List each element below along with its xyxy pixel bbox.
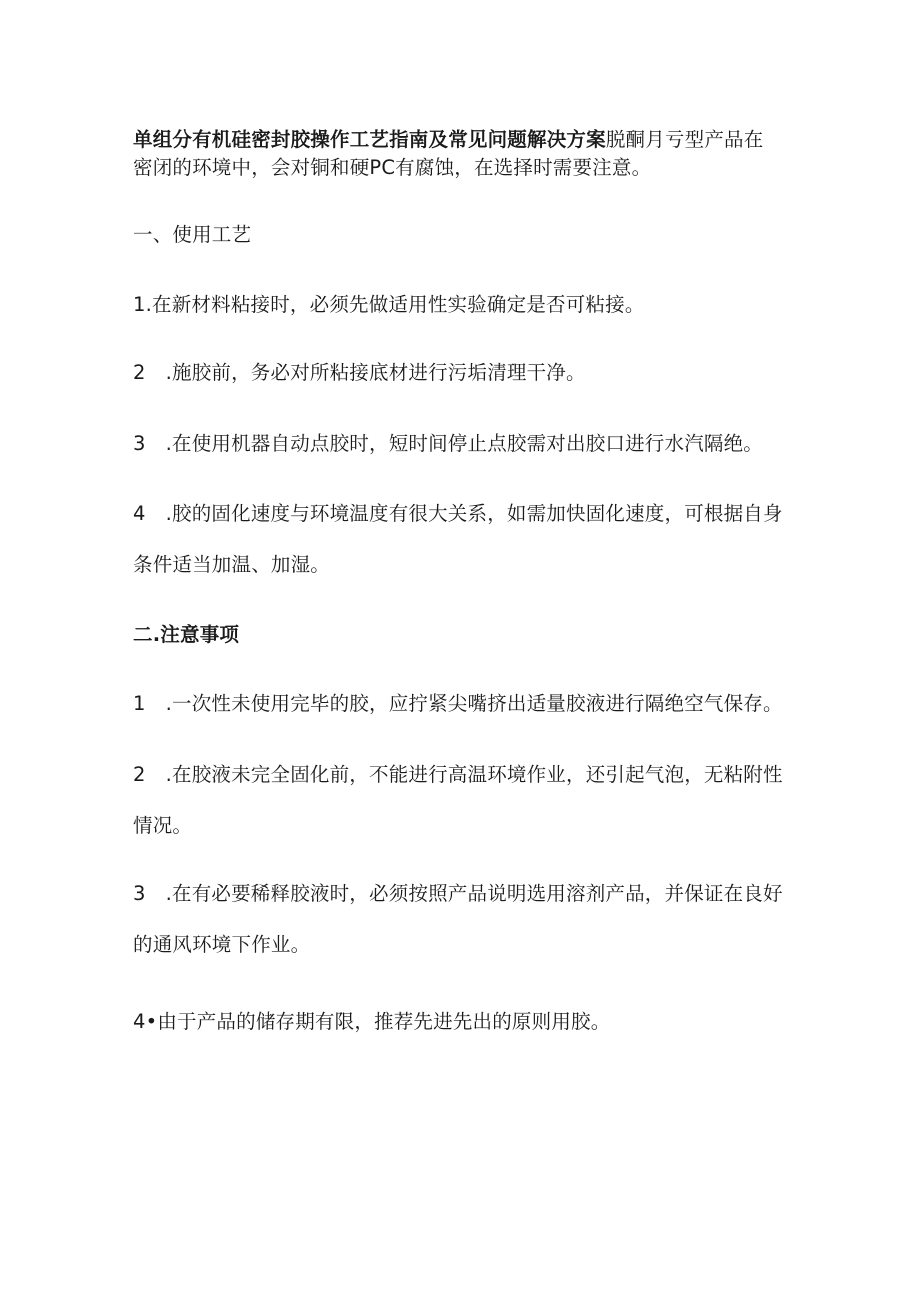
item-number: 4 [133, 502, 146, 525]
item-number: 2 [133, 361, 146, 384]
intro-line-1 [133, 127, 763, 153]
item-number: 2 [133, 763, 146, 786]
item-number: 1 [133, 692, 146, 715]
list-item [133, 292, 645, 318]
list-item [133, 431, 763, 457]
item-number: 4• [133, 1010, 158, 1033]
list-item [133, 762, 783, 788]
list-item [133, 881, 783, 907]
list-item-continuation: 的通风环境下作业。 [133, 933, 311, 956]
item-text: 由于产品的储存期有限，推荐先进先出的原则用胶。 [157, 1010, 611, 1033]
item-number: 1. [133, 293, 153, 316]
list-item-continuation: 情况。 [133, 814, 193, 837]
item-text: .在胶液未完全固化前，不能进行高温环境作业，还引起气泡，无粘附性 [165, 763, 783, 786]
item-number: 3 [133, 882, 146, 905]
document-title: 单组分有机硅密封胶操作工艺指南及常见问题解决方案 [133, 128, 606, 151]
list-item [133, 360, 586, 386]
item-text: 在新材料粘接时，必须先做适用性实验确定是否可粘接。 [152, 293, 645, 316]
list-item [133, 691, 783, 717]
item-number: 3 [133, 432, 146, 455]
list-item [133, 1009, 610, 1035]
item-text: .施胶前，务必对所粘接底材进行污垢清理干净。 [165, 361, 586, 384]
section-heading-notes: 二.注意事项 [133, 623, 240, 646]
intro-text-start: 脱酮月亏型产品在 [605, 128, 764, 151]
intro-line-2: 密闭的环境中，会对铜和硬PC有腐蚀，在选择时需要注意。 [133, 156, 652, 179]
item-text: .一次性未使用完毕的胶，应拧紧尖嘴挤出适量胶液进行隔绝空气保存。 [165, 692, 783, 715]
item-text: .胶的固化速度与环境温度有很大关系，如需加快固化速度，可根据自身 [165, 502, 783, 525]
list-item [133, 501, 783, 527]
list-item-continuation: 条件适当加温、加湿。 [133, 553, 331, 576]
item-text: .在使用机器自动点胶时，短时间停止点胶需对出胶口进行水汽隔绝。 [165, 432, 764, 455]
item-text: .在有必要稀释胶液时，必须按照产品说明选用溶剂产品，并保证在良好 [165, 882, 783, 905]
section-heading-usage: 一、使用工艺 [133, 223, 252, 246]
